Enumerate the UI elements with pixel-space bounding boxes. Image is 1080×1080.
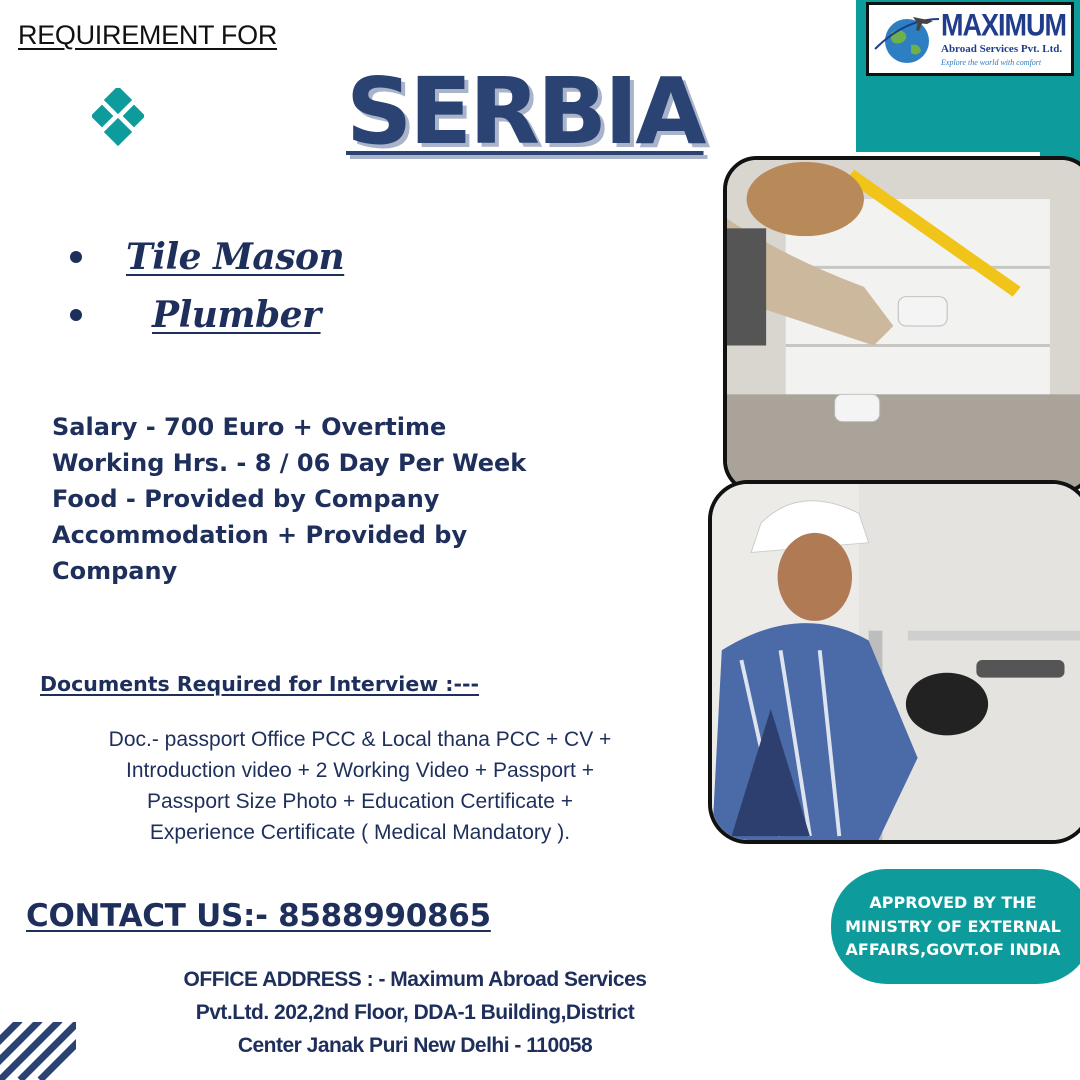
documents-list — [70, 724, 650, 848]
country-title: SERBIA — [346, 58, 704, 165]
logo-tagline: Explore the world with comfort — [941, 57, 1042, 67]
tile-mason-photo — [723, 156, 1080, 494]
positions-list — [70, 228, 344, 344]
documents-line: Experience Certificate ( Medical Mandatory ). — [149, 821, 571, 844]
salary-line: Salary - 700 Euro + Overtime — [52, 413, 447, 441]
diamond-ornament-icon — [92, 88, 144, 154]
position-plumber: Plumber — [152, 294, 321, 336]
contact-phone[interactable]: CONTACT US:- 8588990865 — [26, 898, 491, 934]
logo-subtitle: Abroad Services Pvt. Ltd. — [941, 42, 1063, 55]
food-line: Food - Provided by Company — [52, 485, 440, 513]
address-line: Center Janak Puri New Delhi - 110058 — [237, 1034, 593, 1057]
company-logo — [866, 2, 1074, 76]
address-line: Pvt.Ltd. 202,2nd Floor, DDA-1 Building,District — [195, 1001, 635, 1024]
accommodation-line: Accommodation + Provided by Company — [52, 521, 468, 585]
logo-name: MAXIMUM — [941, 7, 1066, 42]
plumber-photo — [708, 480, 1080, 844]
globe-airplane-icon — [873, 9, 941, 69]
documents-heading: Documents Required for Interview :--- — [40, 672, 480, 696]
diagonal-stripes-decoration — [0, 1022, 76, 1080]
approval-line: APPROVED BY THE — [869, 893, 1037, 913]
list-item — [70, 228, 344, 286]
position-tile-mason: Tile Mason — [126, 236, 345, 278]
office-address — [150, 963, 680, 1062]
list-item — [70, 286, 344, 344]
address-line: OFFICE ADDRESS : - Maximum Abroad Services — [183, 968, 647, 991]
approval-badge — [831, 869, 1080, 984]
approval-line: AFFAIRS,GOVT.OF INDIA — [845, 940, 1061, 960]
documents-line: Passport Size Photo + Education Certificate + — [146, 790, 574, 813]
documents-line: Introduction video + 2 Working Video + Passport + — [126, 759, 594, 782]
bullet-icon — [70, 251, 82, 263]
bullet-icon — [70, 309, 82, 321]
requirement-label: REQUIREMENT FOR — [18, 20, 278, 50]
job-terms — [52, 409, 572, 589]
documents-line: Doc.- passport Office PCC & Local thana PCC + CV + — [108, 728, 612, 751]
working-hours-line: Working Hrs. - 8 / 06 Day Per Week — [52, 449, 527, 477]
approval-line: MINISTRY OF EXTERNAL — [845, 916, 1061, 936]
